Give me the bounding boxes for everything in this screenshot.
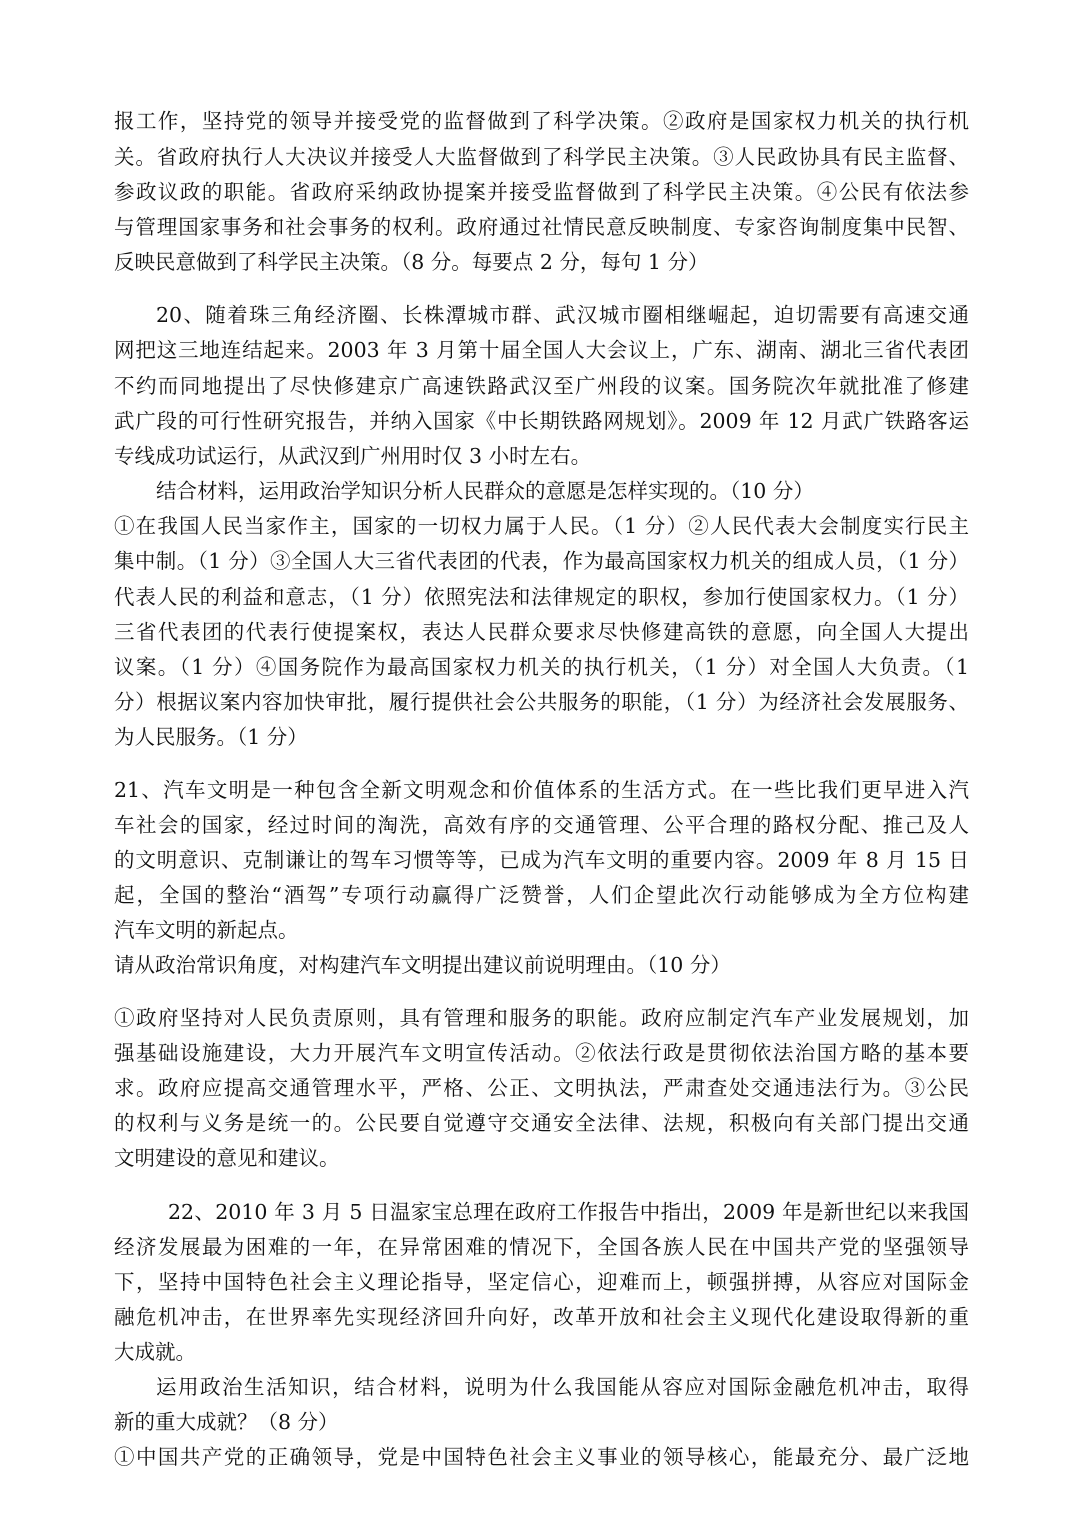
- text-line: 的文明意识、克制谦让的驾车习惯等等，已成为汽车文明的重要内容。2009 年 8 月 15 日: [114, 848, 969, 872]
- text-line: 报工作，坚持党的领导并接受党的监督做到了科学决策。②政府是国家权力机关的执行机: [114, 109, 969, 133]
- text-line: 网把这三地连结起来。2003 年 3 月第十届全国人大会议上，广东、湖南、湖北三省代表团: [114, 338, 969, 362]
- text-line: 融危机冲击，在世界率先实现经济回升向好，改革开放和社会主义现代化建设取得新的重: [114, 1305, 969, 1329]
- text-line: ①政府坚持对人民负责原则，具有管理和服务的职能。政府应制定汽车产业发展规划，加: [114, 1006, 969, 1030]
- text-line: 参政议政的职能。省政府采纳政协提案并接受监督做到了科学民主决策。④公民有依法参: [114, 180, 969, 204]
- text-line: 专线成功试运行，从武汉到广州用时仅 3 小时左右。: [114, 444, 592, 468]
- text-line: 新的重大成就？（8 分）: [114, 1410, 339, 1434]
- text-line: 武广段的可行性研究报告，并纳入国家《中长期铁路网规划》。2009 年 12 月武广铁路客运: [114, 409, 969, 433]
- text-line: 文明建设的意见和建议。: [114, 1146, 340, 1170]
- text-line: 的权利与义务是统一的。公民要自觉遵守交通安全法律、法规，积极向有关部门提出交通: [114, 1111, 969, 1135]
- text-line: 为人民服务。（1 分）: [114, 725, 308, 749]
- text-line: 21、汽车文明是一种包含全新文明观念和价值体系的生活方式。在一些比我们更早进入汽: [114, 778, 969, 802]
- text-line: ①在我国人民当家作主，国家的一切权力属于人民。（1 分）②人民代表大会制度实行民主: [114, 514, 969, 538]
- text-line: 代表人民的利益和意志，（1 分）依照宪法和法律规定的职权，参加行使国家权力。（1 分）: [114, 585, 969, 609]
- text-line: 集中制。（1 分）③全国人大三省代表团的代表，作为最高国家权力机关的组成人员，（1 分）: [114, 549, 969, 573]
- text-line: 不约而同地提出了尽快修建京广高速铁路武汉至广州段的议案。国务院次年就批准了修建: [114, 374, 969, 398]
- text-line: ①中国共产党的正确领导，党是中国特色社会主义事业的领导核心，能最充分、最广泛地: [114, 1445, 969, 1469]
- text-line: 大成就。: [114, 1340, 196, 1364]
- text-line: 三省代表团的代表行使提案权，表达人民群众要求尽快修建高铁的意愿，向全国人大提出: [114, 620, 969, 644]
- text-line: 22、2010 年 3 月 5 日温家宝总理在政府工作报告中指出，2009 年是新世纪以来我国: [168, 1200, 969, 1224]
- text-line: 分）根据议案内容加快审批，履行提供社会公共服务的职能，（1 分）为经济社会发展服务、: [114, 690, 969, 714]
- text-line: 与管理国家事务和社会事务的权利。政府通过社情民意反映制度、专家咨询制度集中民智、: [114, 215, 969, 239]
- text-line: 经济发展最为困难的一年，在异常困难的情况下，全国各族人民在中国共产党的坚强领导: [114, 1235, 969, 1259]
- text-line: 汽车文明的新起点。: [114, 918, 299, 942]
- text-line: 起，全国的整治“酒驾”专项行动赢得广泛赞誉，人们企望此次行动能够成为全方位构建: [114, 883, 969, 907]
- text-line: 结合材料，运用政治学知识分析人民群众的意愿是怎样实现的。（10 分）: [156, 479, 814, 503]
- text-line: 强基础设施建设，大力开展汽车文明宣传活动。②依法行政是贯彻依法治国方略的基本要: [114, 1041, 969, 1065]
- text-line: 反映民意做到了科学民主决策。（8 分。每要点 2 分，每句 1 分）: [114, 250, 709, 274]
- text-line: 议案。（1 分）④国务院作为最高国家权力机关的执行机关，（1 分）对全国人大负责。（1: [114, 655, 969, 679]
- text-line: 关。省政府执行人大决议并接受人大监督做到了科学民主决策。③人民政协具有民主监督、: [114, 145, 969, 169]
- text-line: 请从政治常识角度，对构建汽车文明提出建议前说明理由。（10 分）: [114, 953, 731, 977]
- text-line: 运用政治生活知识，结合材料，说明为什么我国能从容应对国际金融危机冲击，取得: [156, 1375, 969, 1399]
- text-line: 求。政府应提高交通管理水平，严格、公正、文明执法，严肃查处交通违法行为。③公民: [114, 1076, 969, 1100]
- text-line: 车社会的国家，经过时间的淘洗，高效有序的交通管理、公平合理的路权分配、推己及人: [114, 813, 969, 837]
- text-line: 下，坚持中国特色社会主义理论指导，坚定信心，迎难而上，顿强拼搏，从容应对国际金: [114, 1270, 969, 1294]
- text-line: 20、随着珠三角经济圈、长株潭城市群、武汉城市圈相继崛起，迫切需要有高速交通: [156, 303, 969, 327]
